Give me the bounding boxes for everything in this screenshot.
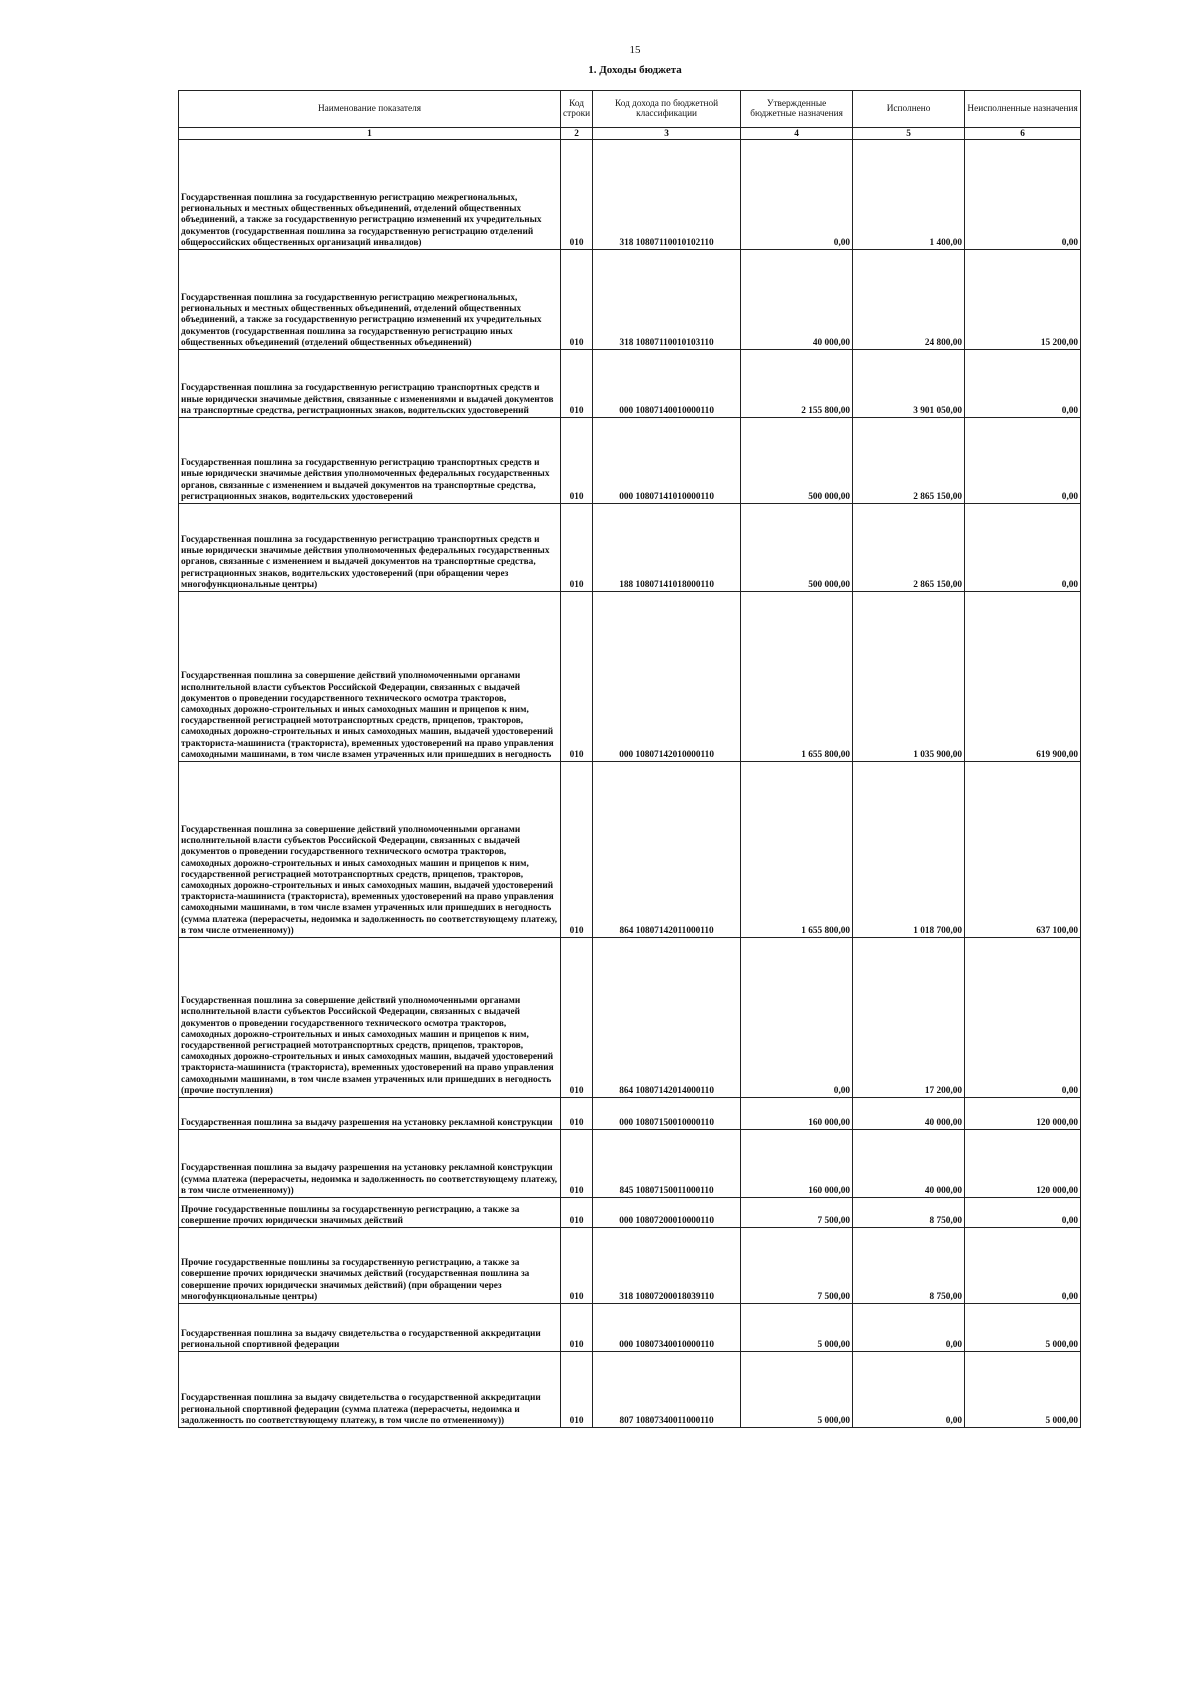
- table-row: [179, 1198, 1081, 1228]
- table-row: [179, 140, 1081, 250]
- income-code-cell: 864 10807142014000110: [593, 938, 741, 1098]
- line-code-cell: 010: [561, 1098, 593, 1130]
- approved-cell: 7 500,00: [741, 1198, 853, 1228]
- indicator-name-cell: Государственная пошлина за выдачу разрешения на установку рекламной конструкции: [179, 1098, 561, 1130]
- executed-cell: 1 018 700,00: [853, 762, 965, 938]
- indicator-name-cell: Государственная пошлина за совершение действий уполномоченными органами исполнительной власти субъектов Российской Федерации, связанных с выдачей документов о проведении государственного технического осмотра тракторов, самоходных дорожно-строительных и иных самоходных машин и прицепов к ним, государственной регистрацией мототранспортных средств, прицепов, тракторов, самоходных дорожно-строительных и иных самоходных машин, выдачей удостоверений тракториста-машиниста (тракториста), временных удостоверений на право управления самоходными машинами, в том числе взамен утраченных или пришедших в негодность: [179, 592, 561, 762]
- line-code-cell: 010: [561, 938, 593, 1098]
- income-code-cell: 000 10807200010000110: [593, 1198, 741, 1228]
- executed-cell: 40 000,00: [853, 1130, 965, 1198]
- indicator-name-cell: Государственная пошлина за государственную регистрацию транспортных средств и иные юридически значимые действия уполномоченных федеральных государственных органов, связанные с изменением и выдачей документов на транспортные средства, регистрационных знаков, водительских удостоверений (при обращении через многофункциональные центры): [179, 504, 561, 592]
- indicator-name-cell: Государственная пошлина за государственную регистрацию межрегиональных, региональных и местных общественных объединений, отделений общественных объединений, а также за государственную регистрацию изменений их учредительных документов (государственная пошлина за государственную регистрацию отделений общероссийских общественных организаций инвалидов): [179, 140, 561, 250]
- income-code-cell: 318 10807110010103110: [593, 250, 741, 350]
- header-income-code: Код дохода по бюджетной классификации: [593, 91, 741, 128]
- header-row: [179, 91, 1081, 128]
- line-code-cell: 010: [561, 762, 593, 938]
- approved-cell: 7 500,00: [741, 1228, 853, 1304]
- line-code-cell: 010: [561, 140, 593, 250]
- indicator-name-cell: Государственная пошлина за выдачу свидетельства о государственной аккредитации региональной спортивной федерации: [179, 1304, 561, 1352]
- income-code-cell: 000 10807141010000110: [593, 418, 741, 504]
- line-code-cell: 010: [561, 592, 593, 762]
- column-number: 2: [561, 128, 593, 140]
- table-row: [179, 1228, 1081, 1304]
- line-code-cell: 010: [561, 504, 593, 592]
- line-code-cell: 010: [561, 1304, 593, 1352]
- table-row: [179, 762, 1081, 938]
- approved-cell: 5 000,00: [741, 1352, 853, 1428]
- column-number-row: [179, 128, 1081, 140]
- unexecuted-cell: 0,00: [965, 140, 1081, 250]
- table-row: [179, 938, 1081, 1098]
- indicator-name-cell: Прочие государственные пошлины за государственную регистрацию, а также за совершение прочих юридически значимых действий: [179, 1198, 561, 1228]
- approved-cell: 2 155 800,00: [741, 350, 853, 418]
- executed-cell: 0,00: [853, 1352, 965, 1428]
- column-number: 5: [853, 128, 965, 140]
- column-number: 3: [593, 128, 741, 140]
- executed-cell: 2 865 150,00: [853, 504, 965, 592]
- indicator-name-cell: Государственная пошлина за государственную регистрацию транспортных средств и иные юридически значимые действия уполномоченных федеральных государственных органов, связанные с изменением и выдачей документов на транспортные средства, регистрационных знаков, водительских удостоверений: [179, 418, 561, 504]
- unexecuted-cell: 619 900,00: [965, 592, 1081, 762]
- unexecuted-cell: 5 000,00: [965, 1304, 1081, 1352]
- unexecuted-cell: 0,00: [965, 1198, 1081, 1228]
- line-code-cell: 010: [561, 1228, 593, 1304]
- page-number: 15: [629, 44, 641, 56]
- indicator-name-cell: Прочие государственные пошлины за государственную регистрацию, а также за совершение прочих юридически значимых действий (государственная пошлина за совершение прочих юридически значимых действий) (при обращении через многофункциональные центры): [179, 1228, 561, 1304]
- unexecuted-cell: 0,00: [965, 1228, 1081, 1304]
- column-number: 1: [179, 128, 561, 140]
- indicator-name-cell: Государственная пошлина за совершение действий уполномоченными органами исполнительной власти субъектов Российской Федерации, связанных с выдачей документов о проведении государственного технического осмотра тракторов, самоходных дорожно-строительных и иных самоходных машин и прицепов к ним, государственной регистрацией мототранспортных средств, прицепов, тракторов, самоходных дорожно-строительных и иных самоходных машин, выдачей удостоверений тракториста-машиниста (тракториста), временных удостоверений на право управления самоходными машинами, в том числе взамен утраченных или пришедших в негодность (сумма платежа (перерасчеты, недоимка и задолженность по соответствующему платежу, в том числе отмененному)): [179, 762, 561, 938]
- line-code-cell: 010: [561, 1198, 593, 1228]
- column-number: 6: [965, 128, 1081, 140]
- unexecuted-cell: 0,00: [965, 350, 1081, 418]
- approved-cell: 160 000,00: [741, 1130, 853, 1198]
- unexecuted-cell: 0,00: [965, 418, 1081, 504]
- income-code-cell: 318 10807110010102110: [593, 140, 741, 250]
- unexecuted-cell: 5 000,00: [965, 1352, 1081, 1428]
- column-number: 4: [741, 128, 853, 140]
- table-row: [179, 1098, 1081, 1130]
- income-code-cell: 864 10807142011000110: [593, 762, 741, 938]
- approved-cell: 40 000,00: [741, 250, 853, 350]
- executed-cell: 1 035 900,00: [853, 592, 965, 762]
- header-unexecuted: Неисполненные назначения: [965, 91, 1081, 128]
- executed-cell: 0,00: [853, 1304, 965, 1352]
- income-code-cell: 000 10807142010000110: [593, 592, 741, 762]
- line-code-cell: 010: [561, 1352, 593, 1428]
- line-code-cell: 010: [561, 418, 593, 504]
- table-row: [179, 1130, 1081, 1198]
- indicator-name-cell: Государственная пошлина за государственную регистрацию межрегиональных, региональных и местных общественных объединений, отделений общественных объединений, а также за государственную регистрацию изменений их учредительных документов (государственная пошлина за государственную регистрацию иных общественных объединений (отделений общественных объединений): [179, 250, 561, 350]
- approved-cell: 0,00: [741, 938, 853, 1098]
- executed-cell: 2 865 150,00: [853, 418, 965, 504]
- income-code-cell: 318 10807200018039110: [593, 1228, 741, 1304]
- income-code-cell: 000 10807140010000110: [593, 350, 741, 418]
- unexecuted-cell: 637 100,00: [965, 762, 1081, 938]
- approved-cell: 160 000,00: [741, 1098, 853, 1130]
- header-approved: Утвержденные бюджетные назначения: [741, 91, 853, 128]
- indicator-name-cell: Государственная пошлина за выдачу разрешения на установку рекламной конструкции (сумма платежа (перерасчеты, недоимка и задолженность по соответствующему платежу, в том числе отмененному)): [179, 1130, 561, 1198]
- unexecuted-cell: 120 000,00: [965, 1098, 1081, 1130]
- table-body: [179, 140, 1081, 1428]
- approved-cell: 0,00: [741, 140, 853, 250]
- approved-cell: 1 655 800,00: [741, 762, 853, 938]
- table-row: [179, 1352, 1081, 1428]
- income-code-cell: 000 10807340010000110: [593, 1304, 741, 1352]
- executed-cell: 17 200,00: [853, 938, 965, 1098]
- approved-cell: 500 000,00: [741, 418, 853, 504]
- table-row: [179, 504, 1081, 592]
- income-code-cell: 845 10807150011000110: [593, 1130, 741, 1198]
- indicator-name-cell: Государственная пошлина за совершение действий уполномоченными органами исполнительной власти субъектов Российской Федерации, связанных с выдачей документов о проведении государственного технического осмотра тракторов, самоходных дорожно-строительных и иных самоходных машин и прицепов к ним, государственной регистрацией мототранспортных средств, прицепов, тракторов, самоходных дорожно-строительных и иных самоходных машин, выдачей удостоверений тракториста-машиниста (тракториста), временных удостоверений на право управления самоходными машинами, в том числе взамен утраченных или пришедших в негодность (прочие поступления): [179, 938, 561, 1098]
- executed-cell: 3 901 050,00: [853, 350, 965, 418]
- table-row: [179, 250, 1081, 350]
- executed-cell: 8 750,00: [853, 1198, 965, 1228]
- header-indicator-name: Наименование показателя: [179, 91, 561, 128]
- executed-cell: 8 750,00: [853, 1228, 965, 1304]
- header-line-code: Код строки: [561, 91, 593, 128]
- executed-cell: 1 400,00: [853, 140, 965, 250]
- indicator-name-cell: Государственная пошлина за государственную регистрацию транспортных средств и иные юридически значимые действия, связанные с изменениями и выдачей документов на транспортные средства, регистрационных знаков, водительских удостоверений: [179, 350, 561, 418]
- table-row: [179, 418, 1081, 504]
- document-title: 1. Доходы бюджета: [588, 64, 682, 76]
- executed-cell: 40 000,00: [853, 1098, 965, 1130]
- indicator-name-cell: Государственная пошлина за выдачу свидетельства о государственной аккредитации региональной спортивной федерации (сумма платежа (перерасчеты, недоимка и задолженность по соответствующему платежу, в том числе по отмененному)): [179, 1352, 561, 1428]
- unexecuted-cell: 15 200,00: [965, 250, 1081, 350]
- income-code-cell: 000 10807150010000110: [593, 1098, 741, 1130]
- income-code-cell: 807 10807340011000110: [593, 1352, 741, 1428]
- table-row: [179, 1304, 1081, 1352]
- budget-income-table: [178, 90, 1081, 1428]
- unexecuted-cell: 0,00: [965, 938, 1081, 1098]
- approved-cell: 500 000,00: [741, 504, 853, 592]
- unexecuted-cell: 120 000,00: [965, 1130, 1081, 1198]
- approved-cell: 1 655 800,00: [741, 592, 853, 762]
- income-code-cell: 188 10807141018000110: [593, 504, 741, 592]
- budget-income-table-container: [178, 90, 1081, 1428]
- executed-cell: 24 800,00: [853, 250, 965, 350]
- approved-cell: 5 000,00: [741, 1304, 853, 1352]
- unexecuted-cell: 0,00: [965, 504, 1081, 592]
- table-row: [179, 350, 1081, 418]
- line-code-cell: 010: [561, 250, 593, 350]
- line-code-cell: 010: [561, 350, 593, 418]
- line-code-cell: 010: [561, 1130, 593, 1198]
- header-executed: Исполнено: [853, 91, 965, 128]
- table-row: [179, 592, 1081, 762]
